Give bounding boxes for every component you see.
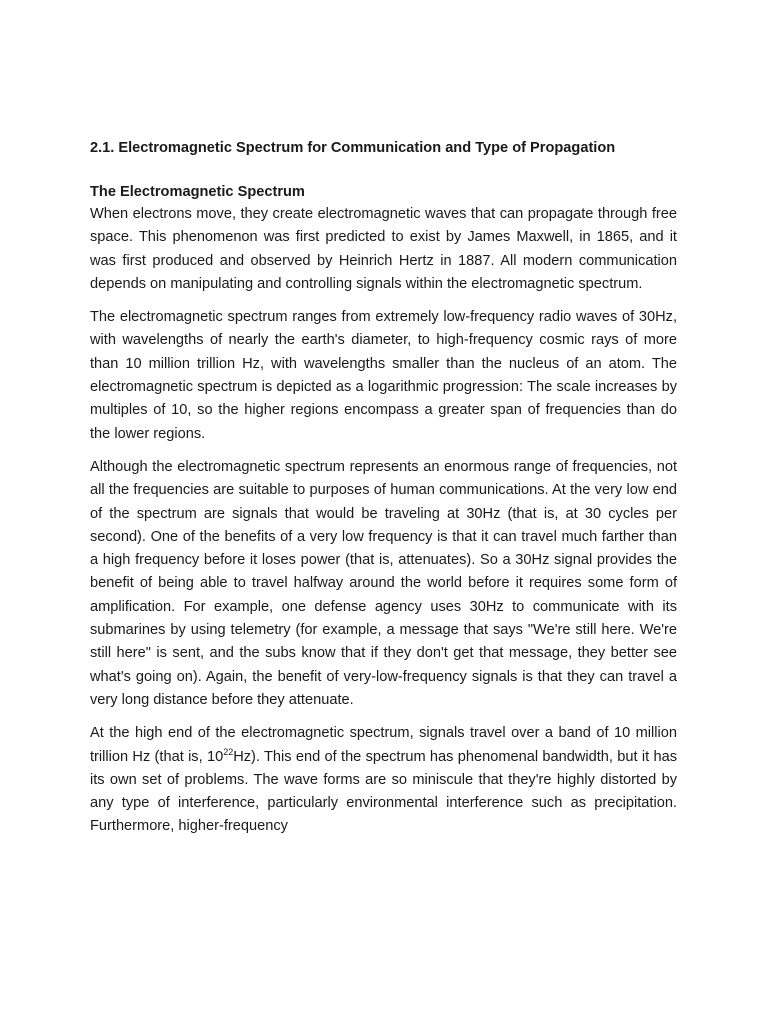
paragraph-4-text-start: At the high end of the electromagnetic spectrum, signals travel over a band of 10 million trillion Hz (that is, bbox=[90, 725, 677, 765]
paragraph-2: The electromagnetic spectrum ranges from extremely low-frequency radio waves of 30Hz, with wavelengths of nearly the earth's diameter, to high-frequency cosmic rays of more than 10 million trillion Hz, with wavelengths smaller than the nucleus of an atom. The electromagnetic spectrum is depicted as a logarithmic progression: The scale increases by multiples of 10, so the higher regions encompass a greater span of frequencies than do the lower regions. bbox=[90, 309, 677, 442]
subheading: The Electromagnetic Spectrum bbox=[90, 184, 305, 200]
paragraph-4 bbox=[90, 722, 677, 838]
paragraph-4-text-end: Hz). This end of the spectrum has phenomenal bandwidth, but it has its own set of problems. The wave forms are so miniscule that they're highly distorted by any type of interference, particularly environmental interference such as precipitation. Furthermore, higher-frequency bbox=[90, 748, 677, 835]
document-page bbox=[90, 137, 677, 849]
exponent-superscript: 22 bbox=[223, 746, 234, 757]
paragraph-3: Although the electromagnetic spectrum represents an enormous range of frequencies, not all the frequencies are suitable to purposes of human communications. At the very low end of the spectrum are signals that would be traveling at 30Hz (that is, at 30 cycles per second). One of the benefits of a very low frequency is that it can travel much farther than a high frequency before it loses power (that is, attenuates). So a 30Hz signal provides the benefit of being able to travel halfway around the world before it requires some form of amplification. For example, one defense agency uses 30Hz to communicate with its submarines by using telemetry (for example, a message that says "We're still here. We're still here" is sent, and the subs know that if they don't get that message, they better see what's going on). Again, the benefit of very-low-frequency signals is that they can travel a very long distance before they attenuate. bbox=[90, 458, 677, 708]
section-title: 2.1. Electromagnetic Spectrum for Communication and Type of Propagation bbox=[90, 140, 616, 156]
exponent-base: 10 bbox=[206, 748, 224, 765]
paragraph-1: When electrons move, they create electromagnetic waves that can propagate through free space. This phenomenon was first predicted to exist by James Maxwell, in 1865, and it was first produced and observed by Heinrich Hertz in 1887. All modern communication depends on manipulating and controlling signals within the electromagnetic spectrum. bbox=[90, 206, 677, 292]
